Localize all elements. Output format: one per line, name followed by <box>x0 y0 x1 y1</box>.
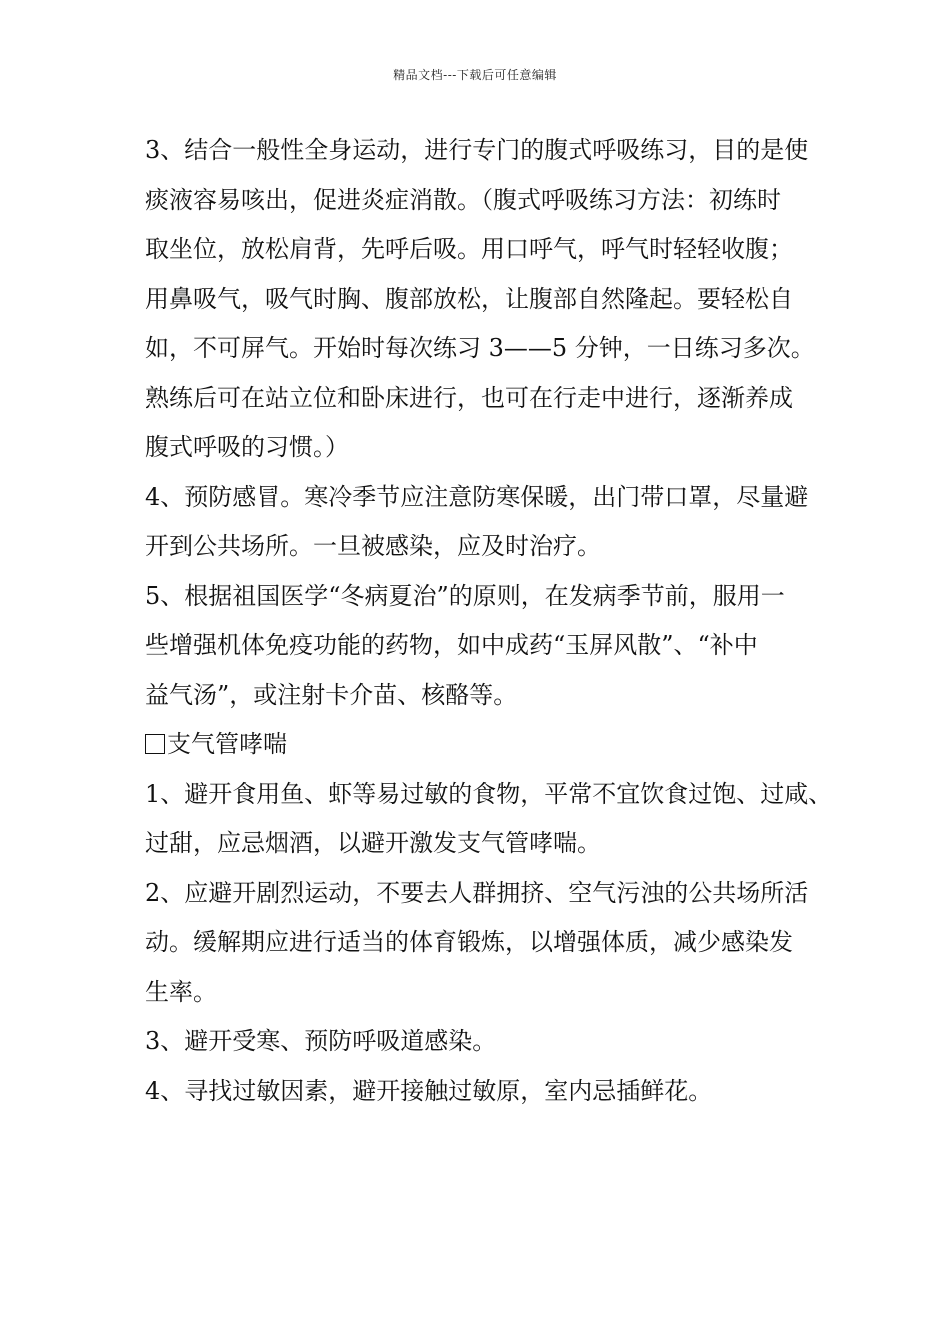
text-line: 痰液容易咳出，促进炎症消散。（腹式呼吸练习方法：初练时 <box>145 185 781 214</box>
text-line: 如，不可屏气。开始时每次练习 3——5 分钟，一日练习多次。 <box>145 334 815 362</box>
text-line: 生率。 <box>145 977 217 1006</box>
text-line: 2、应避开剧烈运动，不要去人群拥挤、空气污浊的公共场所活 <box>145 878 809 907</box>
text-line: 5、根据祖国医学“冬病夏治”的原则，在发病季节前，服用一 <box>145 581 785 610</box>
text-line: 熟练后可在站立位和卧床进行，也可在行走中进行，逐渐养成 <box>145 383 793 412</box>
text-line: 3、结合一般性全身运动，进行专门的腹式呼吸练习，目的是使 <box>145 136 809 164</box>
text-line: 用鼻吸气，吸气时胸、腹部放松，让腹部自然隆起。要轻松自 <box>145 284 793 313</box>
text-line: 腹式呼吸的习惯。） <box>145 433 349 461</box>
text-line: 开到公共场所。一旦被感染，应及时治疗。 <box>145 532 601 560</box>
text-line: 4、预防感冒。寒冷季节应注意防寒保暖，出门带口罩，尽量避 <box>145 482 809 511</box>
text-line: 益气汤”，或注射卡介苗、核酪等。 <box>145 680 518 709</box>
document-body <box>145 126 833 1116</box>
page-header: 精品文档---下载后可任意编辑 <box>393 68 557 82</box>
text-line: 3、避开受寒、预防呼吸道感染。 <box>145 1027 497 1055</box>
text-line: 4、寻找过敏因素，避开接触过敏原，室内忌插鲜花。 <box>145 1076 713 1105</box>
text-line: 取坐位，放松肩背，先呼后吸。用口呼气，呼气时轻轻收腹； <box>145 235 793 263</box>
section-title: 支气管哮喘 <box>167 730 287 758</box>
text-line: 1、避开食用鱼、虾等易过敏的食物，平常不宜饮食过饱、过咸、 <box>145 779 833 808</box>
section-heading <box>145 720 815 770</box>
checkbox-icon <box>145 734 165 754</box>
text-line: 些增强机体免疫功能的药物，如中成药“玉屏风散”、“补中 <box>145 631 758 659</box>
text-line: 动。缓解期应进行适当的体育锻炼，以增强体质，减少感染发 <box>145 928 793 956</box>
text-line: 过甜，应忌烟酒，以避开激发支气管哮喘。 <box>145 829 601 857</box>
